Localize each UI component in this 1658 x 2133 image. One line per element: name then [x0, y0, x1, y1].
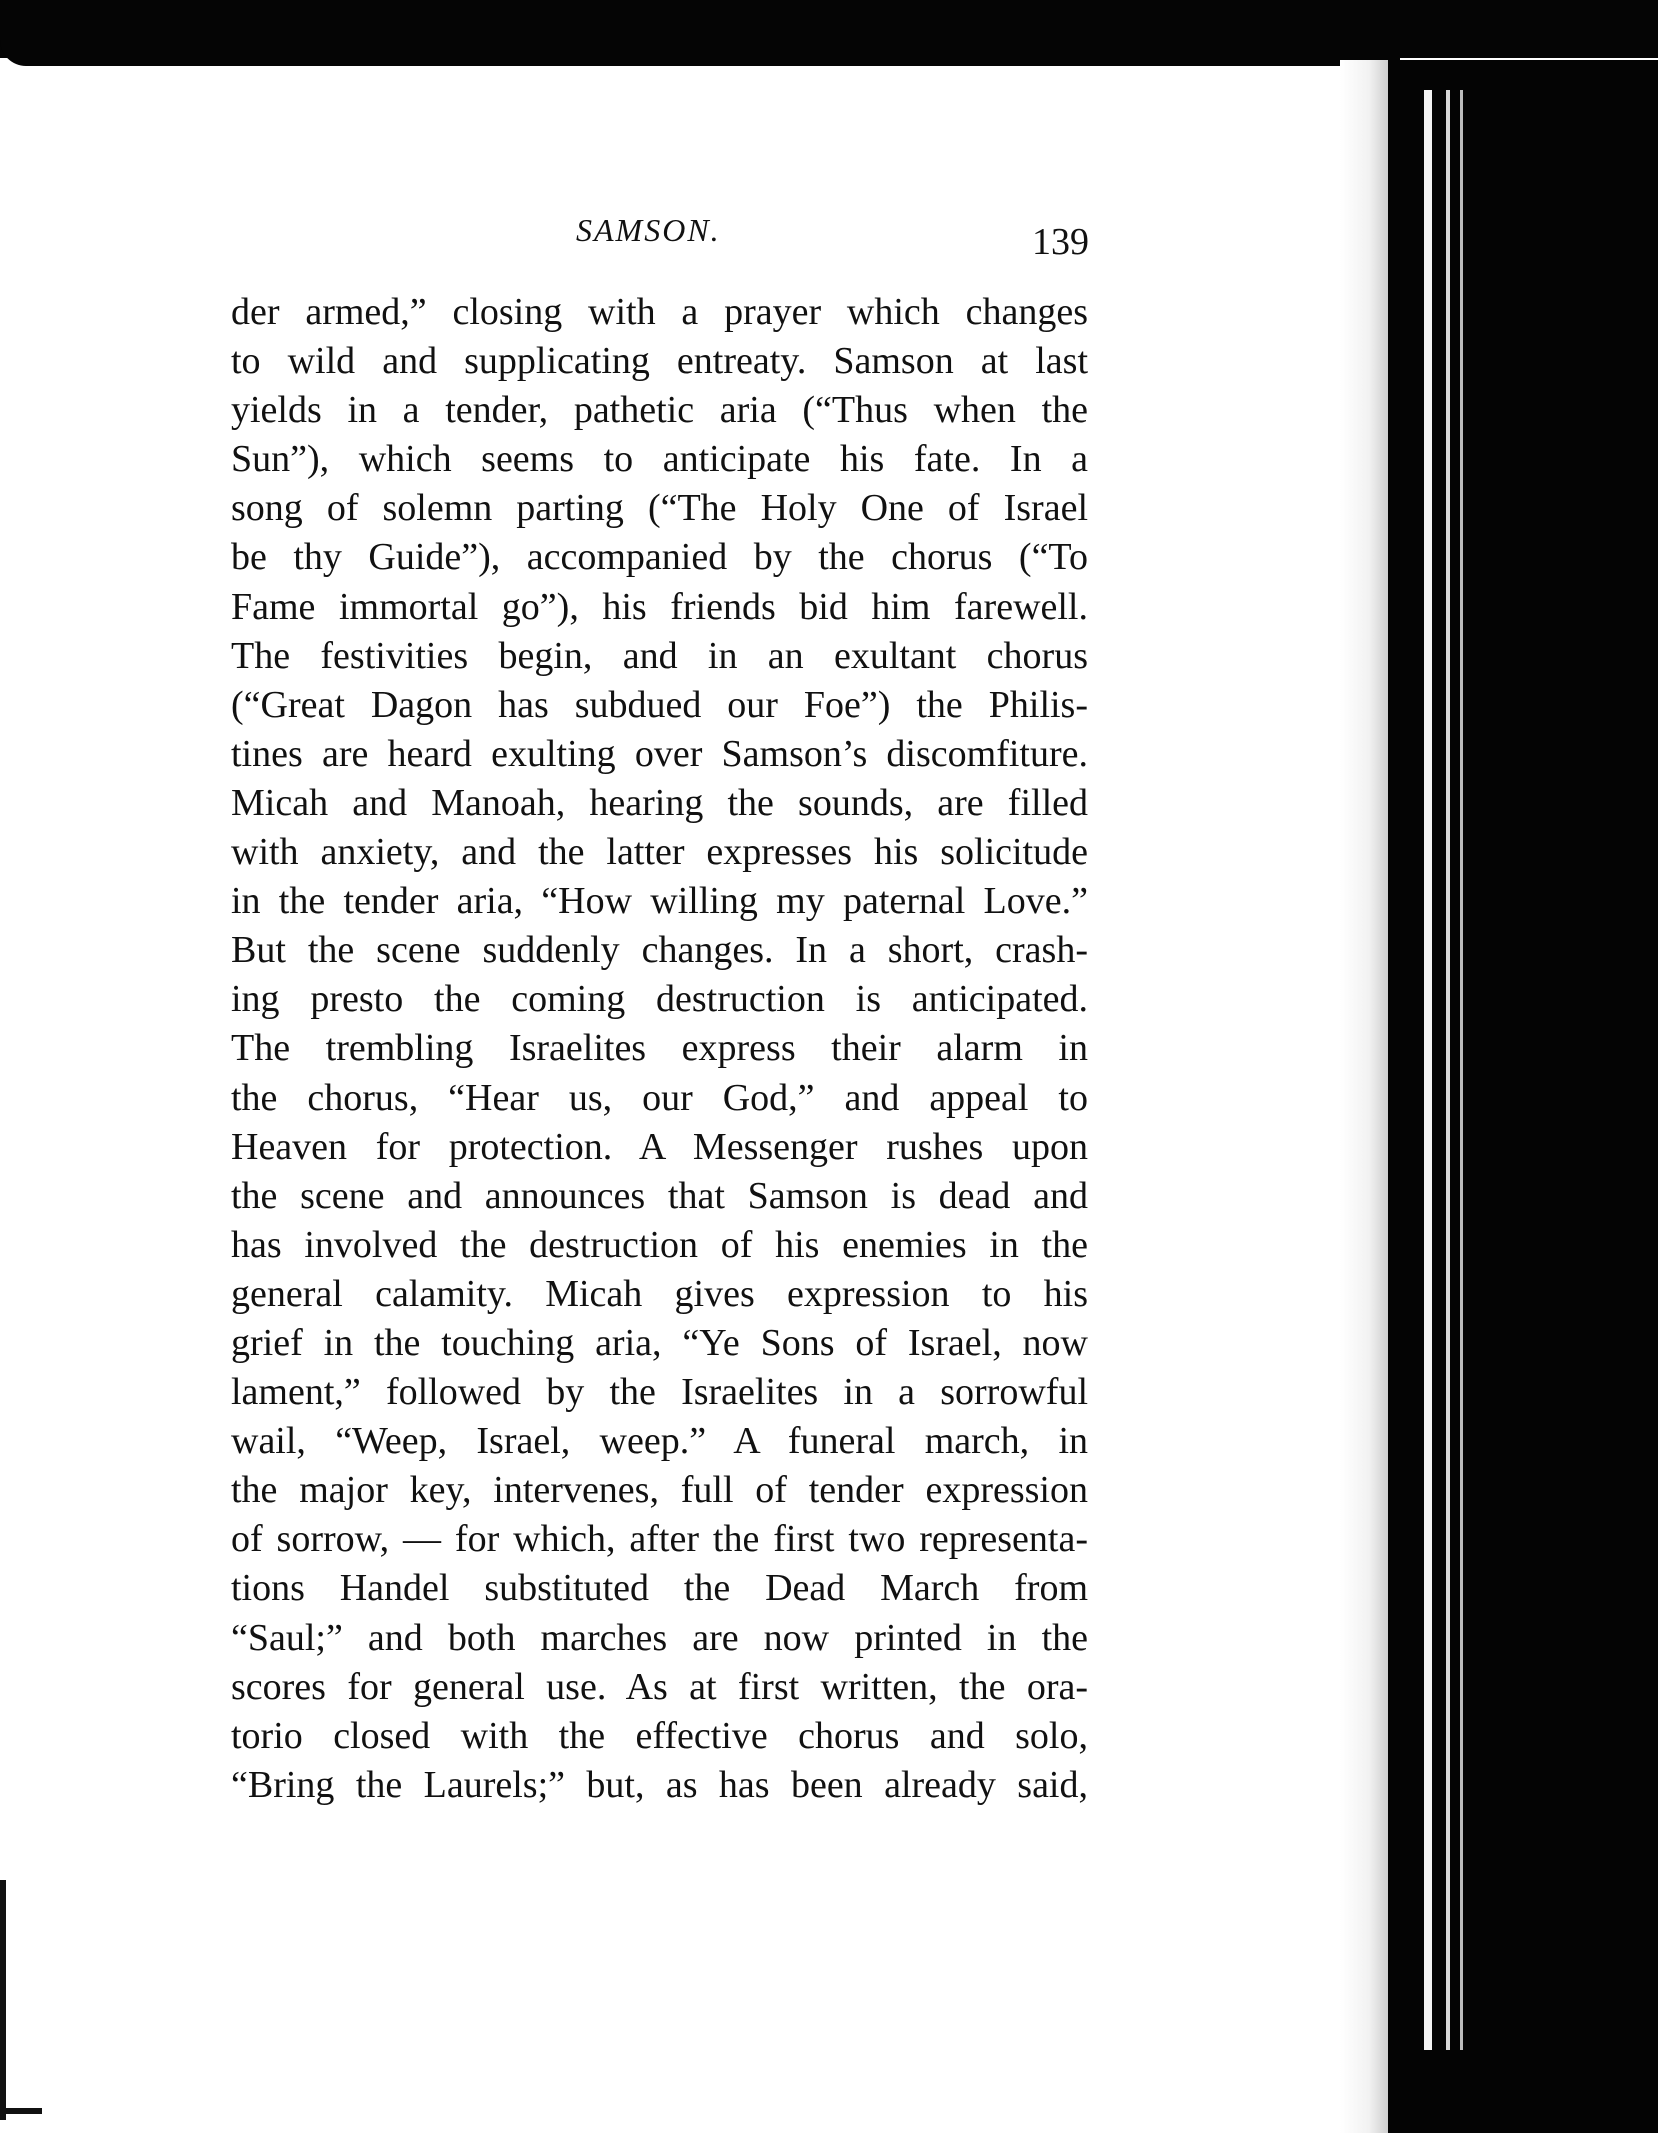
text-line: in the tender aria, “How willing my paternal Love.” — [231, 880, 1088, 923]
text-line: with anxiety, and the latter expresses his solicitude — [231, 831, 1088, 874]
text-line: “Saul;” and both marches are now printed in the — [231, 1616, 1088, 1659]
page-fold-shadow — [1340, 60, 1388, 2133]
text-line: The trembling Israelites express their alarm in — [231, 1027, 1088, 1070]
text-line: Heaven for protection. A Messenger rushes upon — [231, 1125, 1088, 1168]
text-line: general calamity. Micah gives expression to his — [231, 1272, 1088, 1315]
page-edge-strip — [1446, 90, 1450, 2050]
text-line: torio closed with the effective chorus and solo, — [231, 1714, 1088, 1757]
page-number: 139 — [1032, 221, 1089, 263]
text-line: of sorrow, — for which, after the first two representa- — [231, 1518, 1088, 1561]
text-line: the chorus, “Hear us, our God,” and appeal to — [231, 1076, 1088, 1119]
text-line: But the scene suddenly changes. In a short, crash- — [231, 929, 1088, 972]
scan-right-border — [1388, 60, 1658, 2133]
text-line: the scene and announces that Samson is dead and — [231, 1174, 1088, 1217]
text-line: (“Great Dagon has subdued our Foe”) the Philis- — [231, 683, 1088, 726]
page-edge-strip — [1460, 90, 1463, 2050]
text-line: yields in a tender, pathetic aria (“Thus when the — [231, 389, 1088, 432]
text-line: the major key, intervenes, full of tender expression — [231, 1469, 1088, 1512]
scan-top-border — [0, 0, 1658, 58]
scan-left-foot-mark — [0, 2108, 42, 2114]
body-text — [231, 288, 1088, 1810]
text-line: scores for general use. As at first written, the ora- — [231, 1665, 1088, 1708]
text-line: tions Handel substituted the Dead March from — [231, 1567, 1088, 1610]
text-line: ing presto the coming destruction is anticipated. — [231, 978, 1088, 1021]
text-line: grief in the touching aria, “Ye Sons of Israel, now — [231, 1321, 1088, 1364]
running-head: SAMSON. — [576, 212, 721, 248]
text-line: Sun”), which seems to anticipate his fate. In a — [231, 438, 1088, 481]
text-line: wail, “Weep, Israel, weep.” A funeral march, in — [231, 1420, 1088, 1463]
text-line: The festivities begin, and in an exultant chorus — [231, 634, 1088, 677]
text-line: song of solemn parting (“The Holy One of Israel — [231, 487, 1088, 530]
text-line: Fame immortal go”), his friends bid him farewell. — [231, 585, 1088, 628]
text-line: to wild and supplicating entreaty. Samson at last — [231, 340, 1088, 383]
text-line: lament,” followed by the Israelites in a sorrowful — [231, 1371, 1088, 1414]
scan-left-edge-mark — [0, 1880, 6, 2120]
text-line: tines are heard exulting over Samson’s discomfiture. — [231, 732, 1088, 775]
text-line: der armed,” closing with a prayer which changes — [231, 291, 1088, 333]
text-line: has involved the destruction of his enemies in the — [231, 1223, 1088, 1266]
page-edge-strip — [1424, 90, 1432, 2050]
text-line: “Bring the Laurels;” but, as has been already said, — [231, 1763, 1088, 1806]
text-line: be thy Guide”), accompanied by the chorus (“To — [231, 536, 1088, 579]
text-line: Micah and Manoah, hearing the sounds, are filled — [231, 781, 1088, 824]
